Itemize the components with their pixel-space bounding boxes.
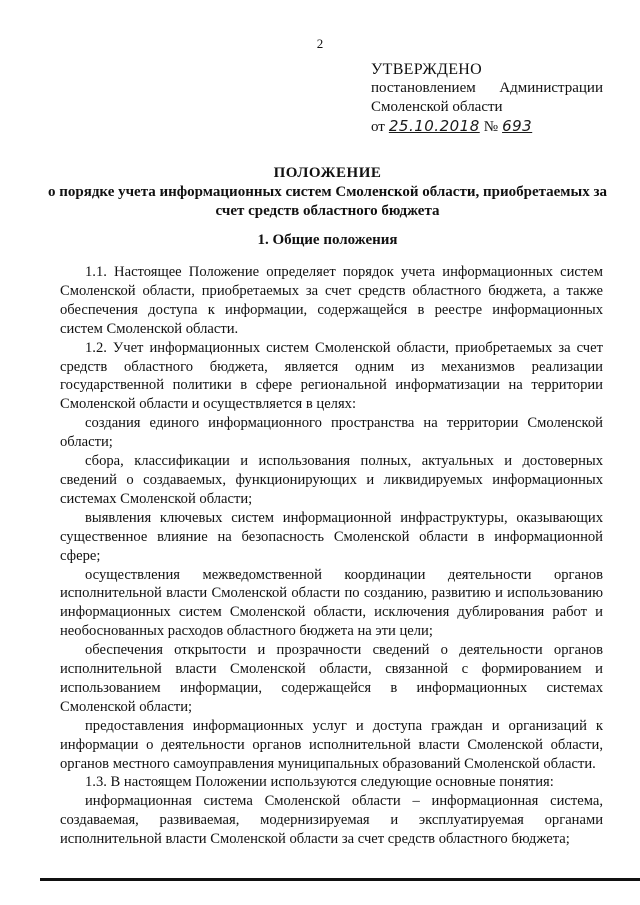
page-number: 2 <box>316 36 324 51</box>
approval-authority-line <box>371 79 603 98</box>
paragraph-1-1: 1.1. Настоящее Положение определяет порядок учета информационных систем Смоленской области, приобретаемых за счет средств областного бюджета, а также обеспечения доступа к информации, содержащейся в реестре информационных систем Смоленской области. <box>60 264 603 337</box>
approval-region: Смоленской области <box>371 99 503 115</box>
approval-block <box>371 60 603 137</box>
definition-item: информационная система Смоленской области – информационная система, создаваемая, развиваемая, модернизируемая и эксплуатируемая органами исполнительной власти Смоленской области за счет средств областного бюджета; <box>60 793 603 848</box>
goal-item: выявления ключевых систем информационной инфраструктуры, оказывающих существенное влияние на безопасность Смоленской области в информационной сфере; <box>60 509 603 564</box>
number-sign: № <box>483 119 499 135</box>
approval-stamp: УТВЕРЖДЕНО <box>371 61 483 78</box>
section-heading: 1. Общие положения <box>257 232 398 248</box>
goal-item: обеспечения открытости и прозрачности сведений о деятельности органов исполнительной власти Смоленской области, связанной с формированием и использованием информации, содержащейся в информационных системах Смоленской области; <box>60 642 603 715</box>
footer-rule <box>40 878 640 881</box>
date-prefix: от <box>371 119 385 135</box>
paragraph-1-2: 1.2. Учет информационных систем Смоленской области, приобретаемых за счет средств областного бюджета, является одним из механизмов реализации государственной политики в сфере региональной информатизации на территории Смоленской области и осуществляется в целях: <box>60 339 603 413</box>
handwritten-date: 25.10.2018 <box>388 117 480 135</box>
approval-by-right: Администрации <box>499 80 603 96</box>
paragraph-1-3: 1.3. В настоящем Положении используются следующие основные понятия: <box>85 774 554 791</box>
goal-item: сбора, классификации и использования полных, актуальных и достоверных сведений о создаваемых, функционирующих и ликвидируемых информационных системах Смоленской области; <box>60 453 603 507</box>
approval-date-line <box>371 117 603 137</box>
body-text <box>60 263 603 849</box>
goal-item: создания единого информационного пространства на территории Смоленской области; <box>60 415 603 451</box>
document-title-block <box>40 164 615 221</box>
goal-item: осуществления межведомственной координации деятельности органов исполнительной власти Смоленской области по созданию, развитию и использованию информационных систем Смоленской области, исключения дублирования работ и необоснованных расходов областного бюджета на эти цели; <box>60 566 603 640</box>
goal-item: предоставления информационных услуг и доступа граждан и организаций к информации о деятельности органов исполнительной власти Смоленской области, органов местного самоуправления муниципальных образований Смоленской области. <box>60 717 603 772</box>
approval-by-left: постановлением <box>371 80 476 96</box>
handwritten-number: 693 <box>502 117 533 135</box>
document-subtitle: о порядке учета информационных систем Смоленской области, приобретаемых за счет средств областного бюджета <box>47 184 608 219</box>
document-title: ПОЛОЖЕНИЕ <box>273 165 382 181</box>
